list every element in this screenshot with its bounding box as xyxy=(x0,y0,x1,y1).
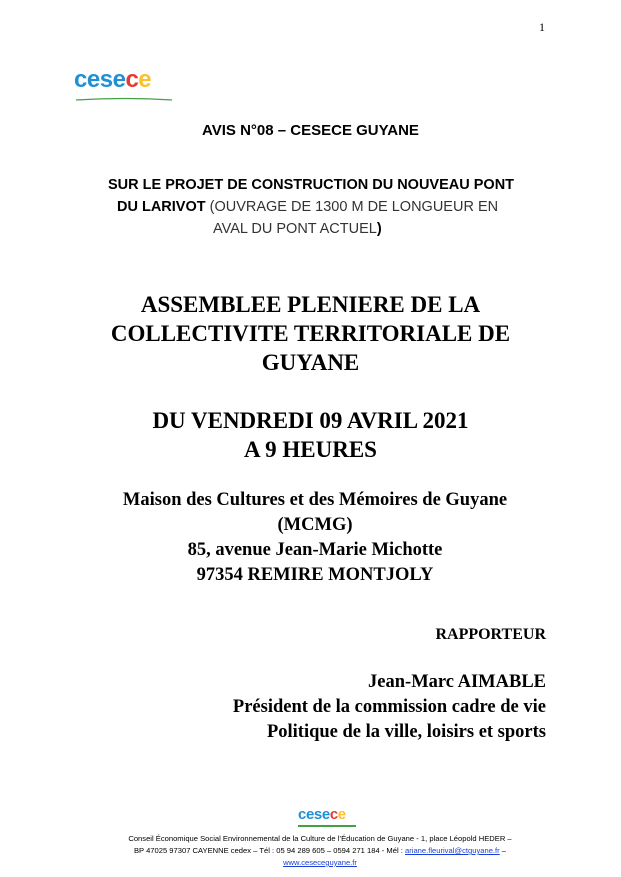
footer-line-1: Conseil Économique Social Environnemental de la Culture de l’Éducation de Guyane - 1, place Léopold HEDER – xyxy=(128,834,512,843)
rapporteur-role-1: Président de la commission cadre de vie xyxy=(232,697,546,717)
cesece-logo xyxy=(70,66,174,106)
email-link[interactable]: ariane.fleurival@ctguyane.fr xyxy=(405,846,500,855)
projet-line-3: AVAL DU PONT ACTUEL) xyxy=(213,221,382,237)
session-date: DU VENDREDI 09 AVRIL 2021 A 9 HEURES xyxy=(152,408,469,462)
footer-logo-rule xyxy=(298,825,356,827)
footer-contact xyxy=(60,833,580,869)
rapporteur-name: Jean-Marc AIMABLE xyxy=(368,672,546,692)
projet-line-2: DU LARIVOT (OUVRAGE DE 1300 M DE LONGUEUR EN xyxy=(117,199,499,215)
avis-title: AVIS N°08 – CESECE GUYANE xyxy=(202,122,419,139)
rapporteur-role-2: Politique de la ville, loisirs et sports xyxy=(266,722,546,742)
logo-wordmark: cesece xyxy=(74,66,152,93)
projet-subject xyxy=(108,174,548,240)
logo-swoosh-icon xyxy=(74,97,174,103)
rapporteur-details xyxy=(233,670,546,745)
footer-logo: cesece xyxy=(296,806,358,830)
venue-address: Maison des Cultures et des Mémoires de Guyane (MCMG) 85, avenue Jean-Marie Michotte 97354 REMIRE MONTJOLY xyxy=(122,490,508,585)
website-link[interactable]: www.ceseceguyane.fr xyxy=(283,858,357,867)
projet-line-1: SUR LE PROJET DE CONSTRUCTION DU NOUVEAU PONT xyxy=(108,177,515,193)
rapporteur-label: RAPPORTEUR xyxy=(435,626,546,643)
page-number: 1 xyxy=(539,20,545,34)
assemblee-heading: ASSEMBLEE PLENIERE DE LA COLLECTIVITE TERRITORIALE DE GUYANE xyxy=(110,292,511,375)
footer-line-2: BP 47025 97307 CAYENNE cedex – Tél : 05 94 289 605 – 0594 271 184 - Mél : ariane.fleurival@ctguyane.fr – xyxy=(133,846,507,855)
